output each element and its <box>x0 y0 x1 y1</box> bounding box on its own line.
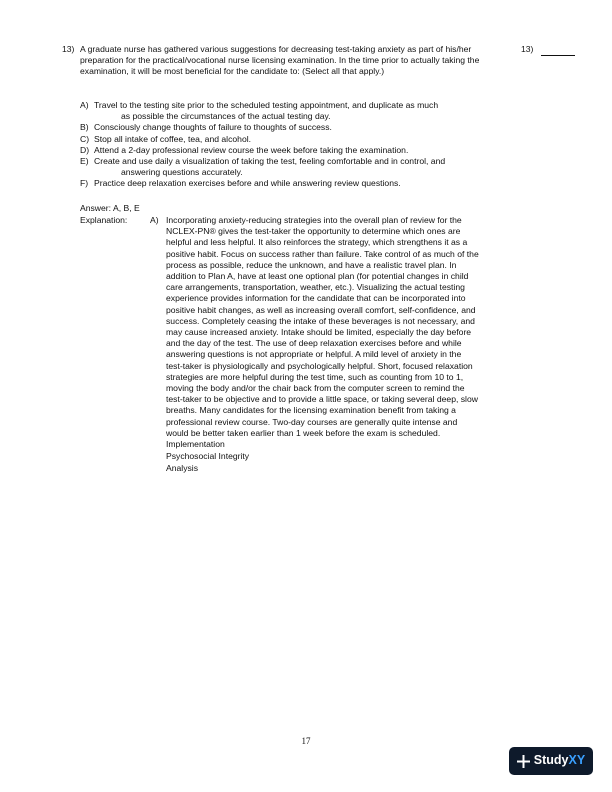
explanation-line: professional review course. Two-day courses are generally quite intense and <box>166 416 458 427</box>
explanation-line: test-taker to be objective and to provide a little space, or taking several deep, slow <box>166 394 478 405</box>
option-f: F) Practice deep relaxation exercises before and while answering review questions. <box>80 178 401 189</box>
brand-name: StudyXY <box>533 753 586 768</box>
explanation-line: strategies are more helpful during the test time, such as counting from 10 to 1, <box>166 371 464 382</box>
explanation-line: moving the body and/or the chair back from the computer screen to remind the <box>166 383 465 394</box>
question-stem: A graduate nurse has gathered various suggestions for decreasing test-taking anxiety as part of his/her preparation for the practical/vocational nurse licensing examination. In the time prior to actually taking the examination, it will be most beneficial for the candidate to: (Select all that apply.) <box>80 44 480 77</box>
explanation-line: positive habit changes, as well as increasing overall comfort, self-confidence, and <box>166 304 476 315</box>
explanation-line: breaths. Many candidates for the licensing examination benefit from taking a <box>166 405 456 416</box>
explanation-line: may cause increased anxiety. Intake should be limited, especially the day before <box>166 327 472 338</box>
answer-options <box>80 100 510 190</box>
explanation-line: test-taker is physiologically and psychologically helpful. Short, focused relaxation <box>166 360 473 371</box>
explanation-line: would be better taken earlier than 1 week before the exam is scheduled. <box>166 427 441 438</box>
explanation-label: Explanation: <box>80 215 128 225</box>
option-a: A) Travel to the testing site prior to the scheduled testing appointment, and duplicate as much as possible the circumstances of the actual testing day. <box>80 100 439 122</box>
explanation-option-label: A) <box>150 215 159 225</box>
option-d: D) Attend a 2-day professional review course the week before taking the examination. <box>80 144 409 155</box>
explanation-line: answering questions is not appropriate or helpful. A mild level of anxiety in the <box>166 349 462 360</box>
explanation-line: helpful and less helpful. It also reinforces the strategy, which strengthens it as a <box>166 237 468 248</box>
explanation-line: Incorporating anxiety-reducing strategies into the overall plan of review for the <box>166 215 462 226</box>
studyxy-badge[interactable] <box>509 747 593 775</box>
explanation-line: experience provides information for the candidate that can be incorporated into <box>166 293 466 304</box>
plus-icon <box>517 755 530 768</box>
explanation-line: addition to Plan A, have at least one optional plan (for potential changes in child <box>166 271 469 282</box>
answer-blank-line <box>541 55 575 56</box>
option-c: C) Stop all intake of coffee, tea, and alcohol. <box>80 133 252 144</box>
explanation-line: success. Completely ceasing the intake of these beverages is not necessary, and <box>166 315 475 326</box>
page-number: 17 <box>301 736 311 746</box>
explanation-line: positive habit. Focus on success rather than failure. Take control of as much of the <box>166 248 479 259</box>
explanation-line: NCLEX-PN® gives the test-taker the opportunity to determine which ones are <box>166 226 461 237</box>
client-need-category: Psychosocial Integrity <box>166 451 250 461</box>
explanation-body <box>150 215 515 439</box>
explanation-line: care arrangements, transportation, weather, etc.). Visualizing the actual testing <box>166 282 465 293</box>
option-b: B) Consciously change thoughts of failure to thoughts of success. <box>80 122 332 133</box>
question-number: 13) <box>62 44 75 54</box>
option-e: E) Create and use daily a visualization of taking the test, feeling comfortable and in control, and answering questions accurately. <box>80 156 446 178</box>
cognitive-level: Analysis <box>166 463 198 473</box>
answer-key: Answer: A, B, E <box>80 203 140 213</box>
explanation-line: and the day of the test. The use of deep relaxation exercises before and while <box>166 338 462 349</box>
answer-blank-number: 13) <box>521 44 534 54</box>
explanation-text <box>166 215 515 439</box>
client-need-process: Implementation <box>166 439 225 449</box>
explanation-line: process as possible, reduce the unknown, and have a realistic travel plan. In <box>166 259 457 270</box>
